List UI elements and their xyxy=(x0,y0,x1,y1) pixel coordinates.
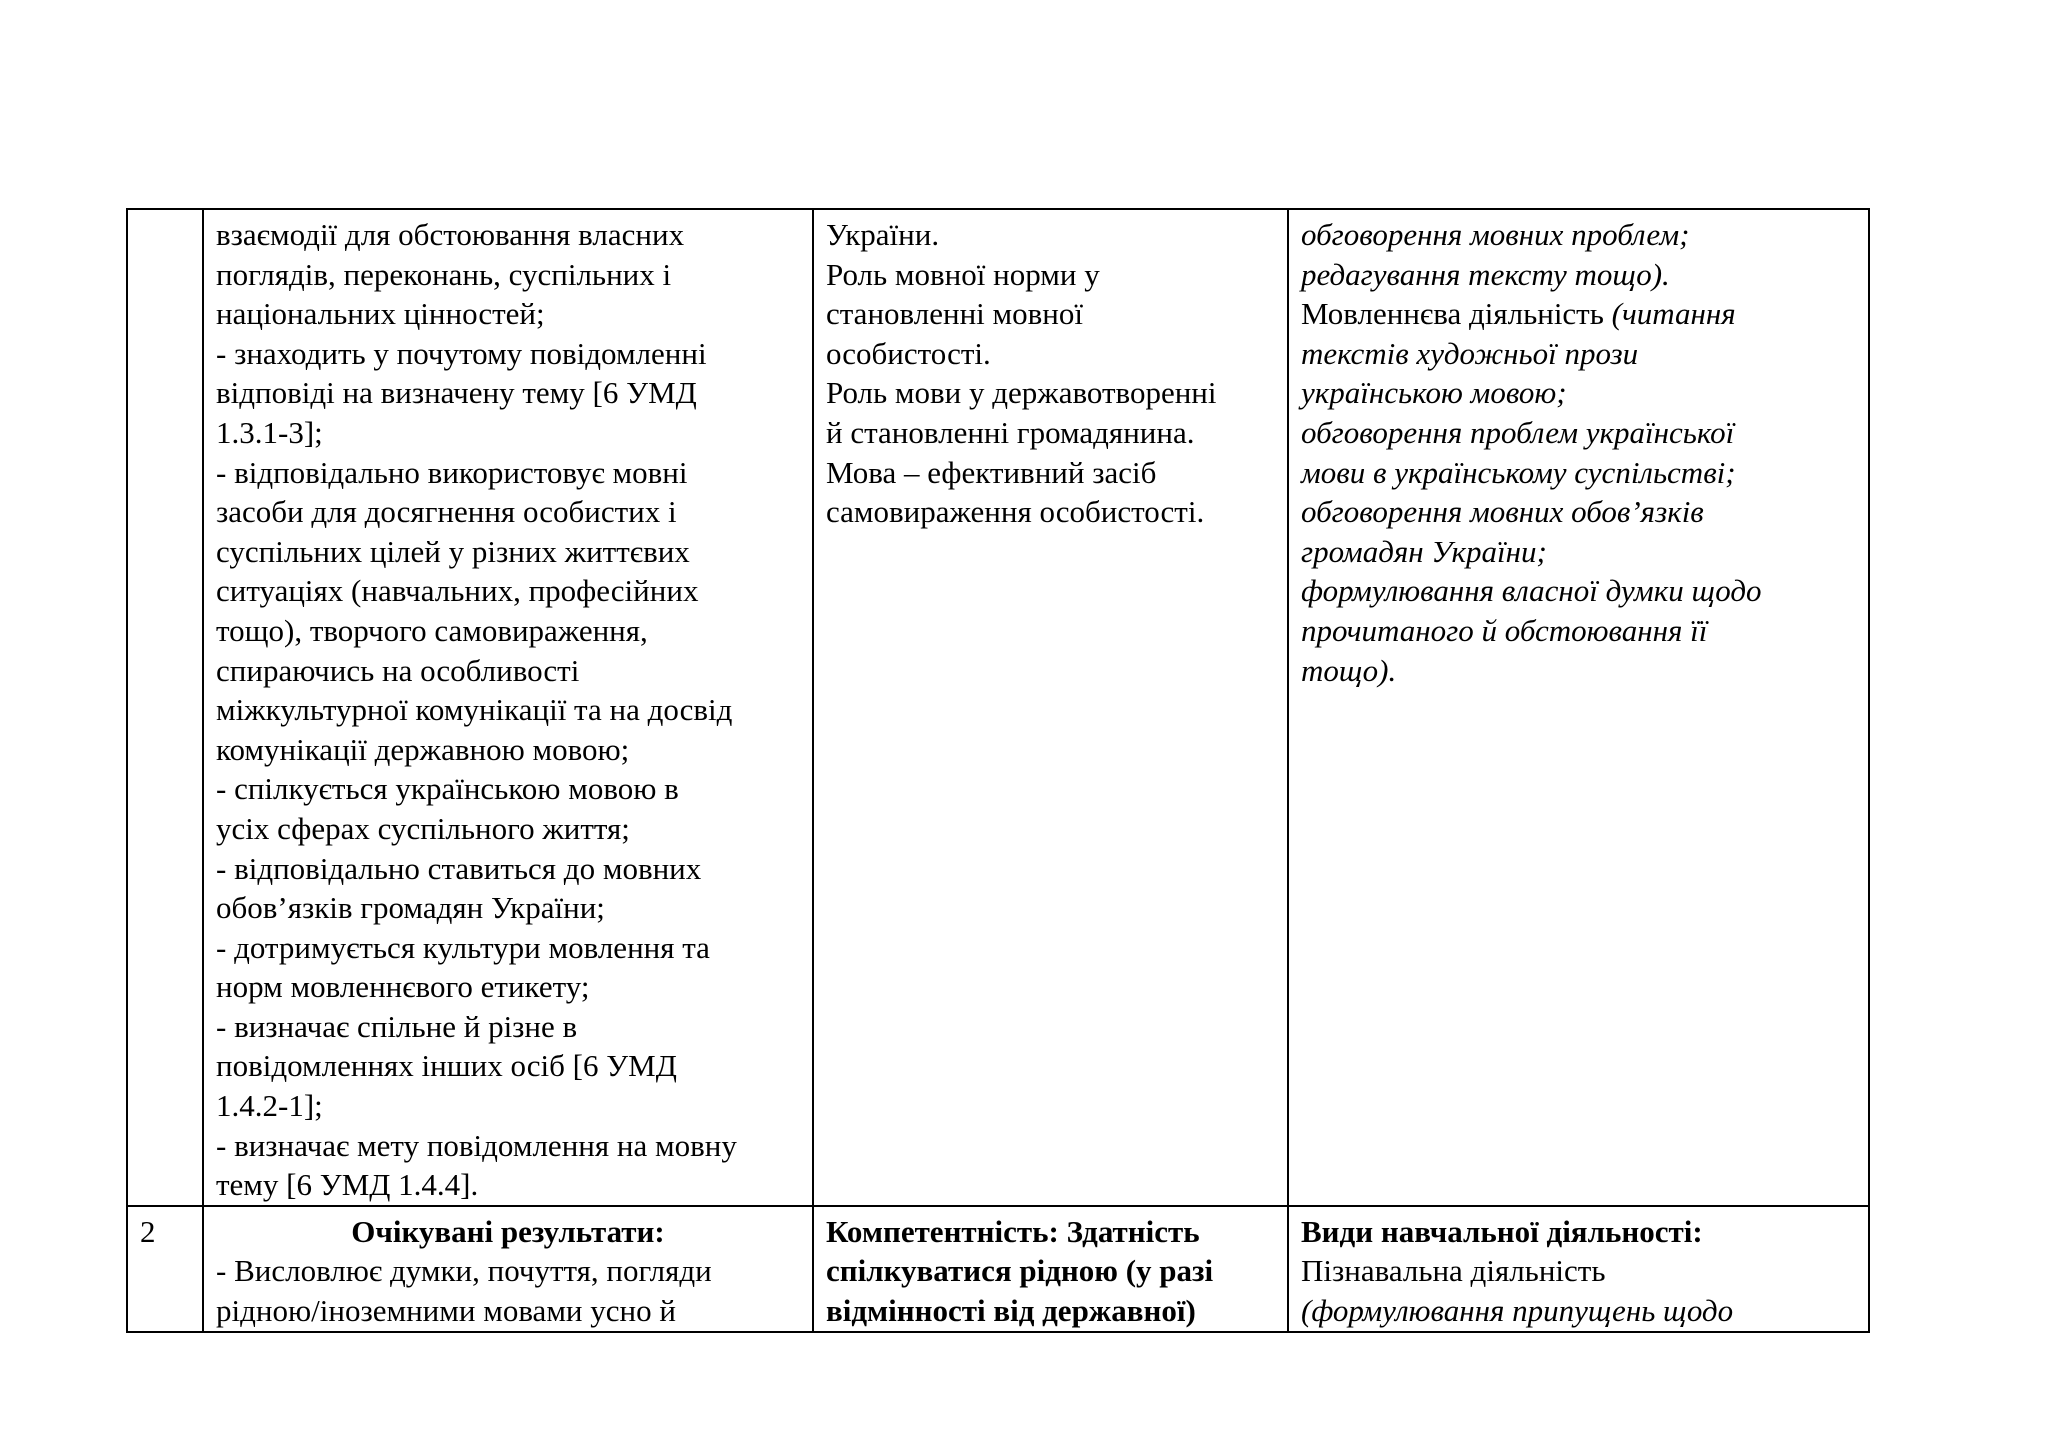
activities-cell xyxy=(1288,209,1869,1206)
text-line: комунікації державною мовою; xyxy=(216,731,630,767)
text-line: Роль мови у державотворенні xyxy=(826,375,1217,411)
text-line: 1.3.1-3]; xyxy=(216,414,323,450)
text-line: тему [6 УМД 1.4.4]. xyxy=(216,1167,479,1203)
content-topics-text xyxy=(826,215,1275,532)
text-line: - спілкується українською мовою в xyxy=(216,771,679,807)
text-line: усіх сферах суспільного життя; xyxy=(216,810,630,846)
activity-line: обговорення мовних проблем; xyxy=(1301,217,1690,252)
text-line: ситуаціях (навчальних, професійних xyxy=(216,573,699,609)
text-line: особистості. xyxy=(826,335,991,371)
row-number-cell: 2 xyxy=(127,1206,203,1332)
text-line: прочитаного й обстоювання її xyxy=(1301,612,1708,648)
text-line: Компетентність: Здатність xyxy=(826,1213,1200,1249)
activity-type-label: Пізнавальна діяльність xyxy=(1301,1253,1606,1289)
expected-results-heading: Очікувані результати: xyxy=(351,1213,665,1249)
curriculum-table xyxy=(126,208,1870,1333)
text-line: й становленні громадянина. xyxy=(826,414,1195,450)
expected-results-cell xyxy=(203,1206,813,1332)
activity-details xyxy=(1301,334,1856,690)
competence-text xyxy=(826,1212,1275,1331)
expected-results-text xyxy=(216,1251,800,1330)
text-line: України. xyxy=(826,217,940,252)
text-line: поглядів, переконань, суспільних і xyxy=(216,256,672,292)
activity-detail: (читання xyxy=(1611,296,1736,332)
content-topics-cell xyxy=(813,209,1288,1206)
text-line: - відповідально ставиться до мовних xyxy=(216,850,702,886)
activities-heading: Види навчальної діяльності: xyxy=(1301,1213,1703,1249)
row-number-cell xyxy=(127,209,203,1206)
text-line: самовираження особистості. xyxy=(826,494,1205,530)
text-line: норм мовленнєвого етикету; xyxy=(216,969,590,1005)
text-line: відмінності від державної) xyxy=(826,1293,1196,1329)
table-row xyxy=(127,209,1869,1206)
text-line: - знаходить у почутому повідомленні xyxy=(216,335,707,371)
activity-line: редагування тексту тощо). xyxy=(1301,256,1670,292)
text-line: - визначає мету повідомлення на мовну xyxy=(216,1127,737,1163)
text-line: обговорення проблем української xyxy=(1301,414,1735,450)
text-line: тощо), творчого самовираження, xyxy=(216,612,648,648)
activities-cell xyxy=(1288,1206,1869,1332)
text-line: мови в українському суспільстві; xyxy=(1301,454,1736,490)
text-line: спілкуватися рідною (у разі xyxy=(826,1253,1214,1289)
competence-cell xyxy=(813,1206,1288,1332)
text-line: українською мовою; xyxy=(1301,375,1567,411)
expected-results-text xyxy=(216,215,800,1205)
text-line: громадян України; xyxy=(1301,533,1547,569)
activity-detail: (формулювання припущень щодо xyxy=(1301,1293,1734,1329)
text-line: Роль мовної норми у xyxy=(826,256,1100,292)
text-line: засоби для досягнення особистих і xyxy=(216,494,677,530)
text-line: текстів художньої прози xyxy=(1301,335,1639,371)
text-line: - дотримується культури мовлення та xyxy=(216,929,710,965)
text-line: - визначає спільне й різне в xyxy=(216,1008,578,1044)
text-line: 1.4.2-1]; xyxy=(216,1088,323,1124)
text-line: - Висловлює думки, почуття, погляди xyxy=(216,1253,712,1289)
text-line: становленні мовної xyxy=(826,296,1083,332)
expected-results-cell xyxy=(203,209,813,1206)
text-line: спираючись на особливості xyxy=(216,652,580,688)
text-line: тощо). xyxy=(1301,652,1397,688)
text-line: - відповідально використовує мовні xyxy=(216,454,688,490)
text-line: взаємодії для обстоювання власних xyxy=(216,217,685,252)
activity-line xyxy=(1301,294,1856,334)
text-line: обговорення мовних обов’язків xyxy=(1301,494,1704,530)
text-line: формулювання власної думки щодо xyxy=(1301,573,1762,609)
text-line: суспільних цілей у різних життєвих xyxy=(216,533,690,569)
text-line: міжкультурної комунікації та на досвід xyxy=(216,692,733,728)
text-line: рідною/іноземними мовами усно й xyxy=(216,1293,676,1329)
text-line: національних цінностей; xyxy=(216,296,545,332)
text-line: обов’язків громадян України; xyxy=(216,890,605,926)
text-line: Мова – ефективний засіб xyxy=(826,454,1157,490)
text-line: відповіді на визначену тему [6 УМД xyxy=(216,375,697,411)
table-row xyxy=(127,1206,1869,1332)
text-line: повідомленнях інших осіб [6 УМД xyxy=(216,1048,677,1084)
activity-type-label: Мовленнєва діяльність xyxy=(1301,296,1612,332)
